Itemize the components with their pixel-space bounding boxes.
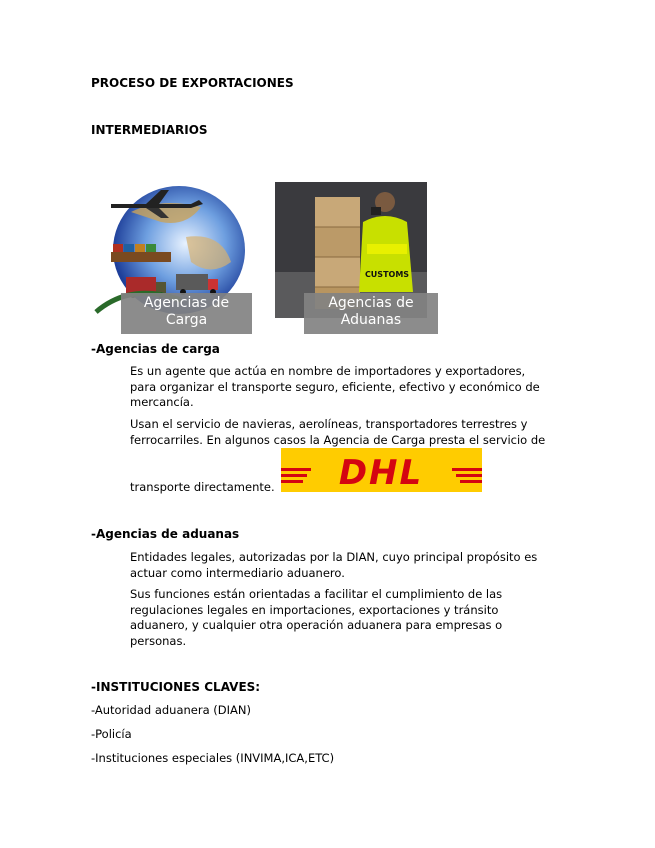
text-line: para organizar el transporte seguro, eficiente, efectivo y económico de — [130, 379, 540, 394]
caption-line: Agencias de — [143, 295, 230, 311]
paragraph-aduanas-1 — [130, 550, 537, 581]
section-subtitle: INTERMEDIARIOS — [91, 123, 208, 137]
paragraph-carga-2-end: transporte directamente. — [130, 480, 275, 494]
heading-instituciones: -INSTITUCIONES CLAVES: — [91, 680, 261, 694]
text-line: actuar como intermediario aduanero. — [130, 565, 345, 580]
image-caption-carga — [121, 293, 252, 334]
image-caption-aduanas — [304, 293, 438, 334]
list-item: -Autoridad aduanera (DIAN) — [91, 703, 251, 717]
image-agencias-carga — [91, 182, 251, 332]
caption-line: Aduanas — [340, 312, 402, 328]
text-line: Entidades legales, autorizadas por la DIAN, cuyo principal propósito es — [130, 550, 538, 564]
text-line: Usan el servicio de navieras, aerolíneas, transportadores terrestres y — [130, 417, 528, 431]
vest-label: CUSTOMS — [364, 270, 410, 279]
text-line: mercancía. — [130, 395, 194, 409]
heading-agencias-carga: -Agencias de carga — [91, 342, 220, 356]
paragraph-carga-2 — [130, 417, 545, 448]
dhl-logo — [281, 448, 482, 492]
image-agencias-aduanas — [275, 182, 438, 332]
paragraph-aduanas-2 — [130, 587, 502, 649]
caption-line: Agencias de — [328, 295, 414, 311]
text-line: Sus funciones están orientadas a facilitar el cumplimiento de las — [130, 587, 503, 601]
text-line: ferrocarriles. En algunos casos la Agencia de Carga presta el servicio de — [130, 432, 546, 447]
caption-line: Carga — [165, 312, 208, 328]
paragraph-carga-1 — [130, 364, 540, 411]
text-line: Es un agente que actúa en nombre de importadores y exportadores, — [130, 364, 526, 378]
text-line: aduanero, y cualquier otra operación aduanera para empresas o — [130, 618, 503, 632]
list-item: -Instituciones especiales (INVIMA,ICA,ETC) — [91, 751, 335, 765]
heading-agencias-aduanas: -Agencias de aduanas — [91, 527, 240, 541]
list-item: -Policía — [91, 727, 132, 741]
page-title: PROCESO DE EXPORTACIONES — [91, 76, 294, 90]
dhl-logo-text: DHL — [338, 453, 424, 492]
text-line: personas. — [130, 633, 187, 648]
text-line: regulaciones legales en importaciones, exportaciones y tránsito — [130, 602, 499, 617]
